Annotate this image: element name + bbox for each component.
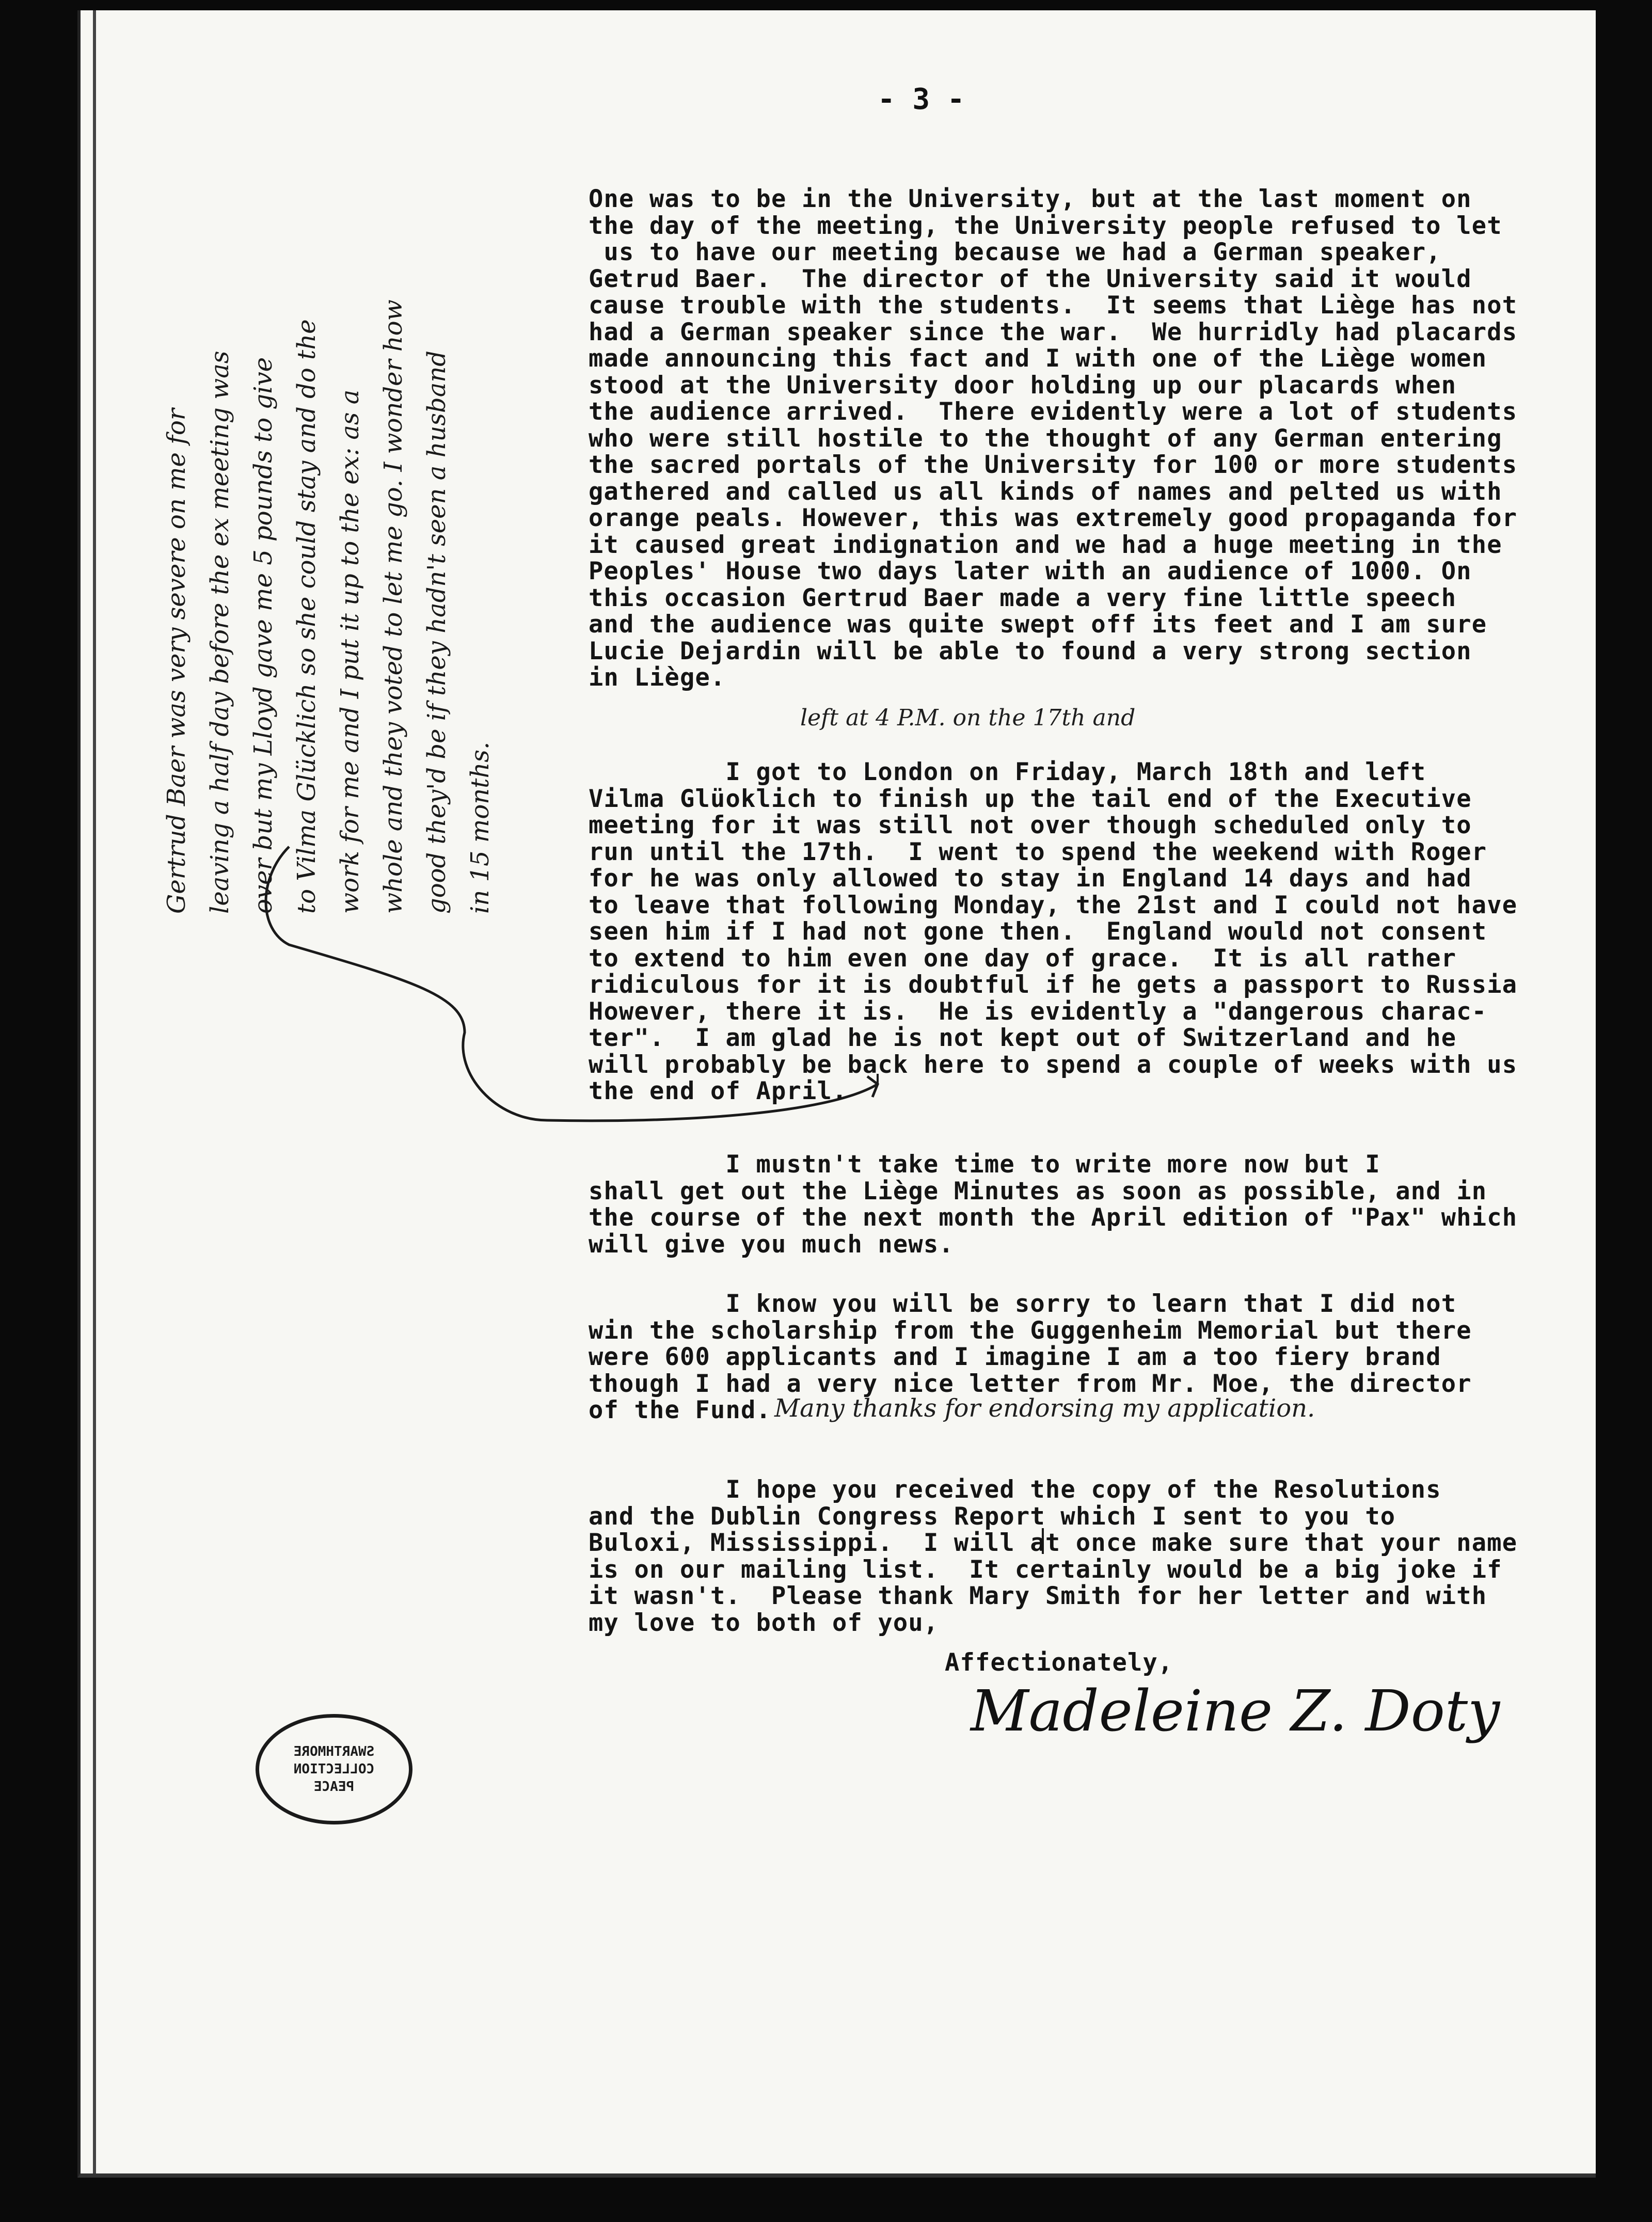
stamp-line: COLLECTION	[293, 1761, 375, 1777]
margin-note-line: leaving a half day before the ex meeting was	[205, 351, 234, 914]
margin-note-line: work for me and I put it up to the ex: as a	[336, 389, 364, 914]
margin-note-line: whole and they voted to let me go. I wonder how	[379, 299, 408, 914]
margin-note-line: over but my Lloyd gave me 5 pounds to give	[249, 357, 278, 914]
stamp-line: PEACE	[313, 1779, 355, 1795]
closing: Affectionately,	[945, 1648, 1173, 1677]
margin-note-line: good they'd be if they hadn't seen a husband	[422, 350, 451, 914]
margin-note-line: Gertrud Baer was very severe on me for	[162, 408, 191, 914]
paragraph-guggenheim: I know you will be sorry to learn that I did not win the scholarship from the Guggenheim Memorial but there were 600 applicants and I imagine I am a too fiery brand though I had a very nice letter from Mr. Moe, the director of the Fund.	[589, 1290, 1472, 1424]
margin-note-line: in 15 months.	[466, 741, 495, 914]
margin-note-line: to Vilma Glücklich so she could stay and do the	[292, 319, 321, 914]
paragraph-resolutions: I hope you received the copy of the Resolutions and the Dublin Congress Report which I sent to you to Buloxi, Mississippi. I will at once make sure that your name is on our mailing list. It certainly would be a big joke if it wasn't. Please thank Mary Smith for her letter and with my love to both of you,	[589, 1475, 1518, 1637]
stamp-line: SWARTHMORE	[293, 1744, 375, 1759]
signature: Madeleine Z. Doty	[971, 1678, 1500, 1744]
page-number: - 3 -	[878, 83, 965, 116]
paragraph-london-trip: I got to London on Friday, March 18th and left Vilma Glüoklich to finish up the tail end of the Executive meeting for it was still not over though scheduled only to run until the 17th. I went to spend the weekend with Roger for he was only allowed to stay in England 14 days and had to leave that following Monday, the 21st and I could not have seen him if I had not gone then. England would not consent to extend to him even one day of grace. It is all rather ridiculous for it is doubtful if he gets a passport to Russia However, there it is. He is evidently a "dangerous charac- ter". I am glad he is not kept out of Switzerland and he will probably be back here to spend a couple of weeks with us the end of April.	[589, 758, 1518, 1105]
handwritten-thanks: Many thanks for endorsing my application.	[774, 1394, 1315, 1423]
handwritten-insertion: left at 4 P.M. on the 17th and	[800, 705, 1136, 731]
paragraph-liege-meeting: One was to be in the University, but at the last moment on the day of the meeting, the University people refused to let us to have our meeting because we had a German speaker, Getrud Baer. The director of the University said it would cause trouble with the students. It seems that Liège has not had a German speaker since the war. We hurridly had placards made announcing this fact and I with one of the Liège women stood at the University door holding up our placards when the audience arrived. There evidently were a lot of students who were still hostile to the thought of any German entering the sacred portals of the University for 100 or more students gathered and called us all kinds of names and pelted us with orange peals. However, this was extremely good propaganda for it caused great indignation and we had a huge meeting in the Peoples' House two days later with an audience of 1000. On this occasion Gertrud Baer made a very fine little speech and the audience was quite swept off its feet and I am sure Lucie Dejardin will be able to found a very strong section in Liège.	[589, 185, 1518, 692]
archive-stamp	[256, 1714, 412, 1824]
paragraph-liege-minutes: I mustn't take time to write more now but I shall get out the Liège Minutes as soon as possible, and in the course of the next month the April edition of "Pax" which will give you much news.	[589, 1150, 1518, 1259]
